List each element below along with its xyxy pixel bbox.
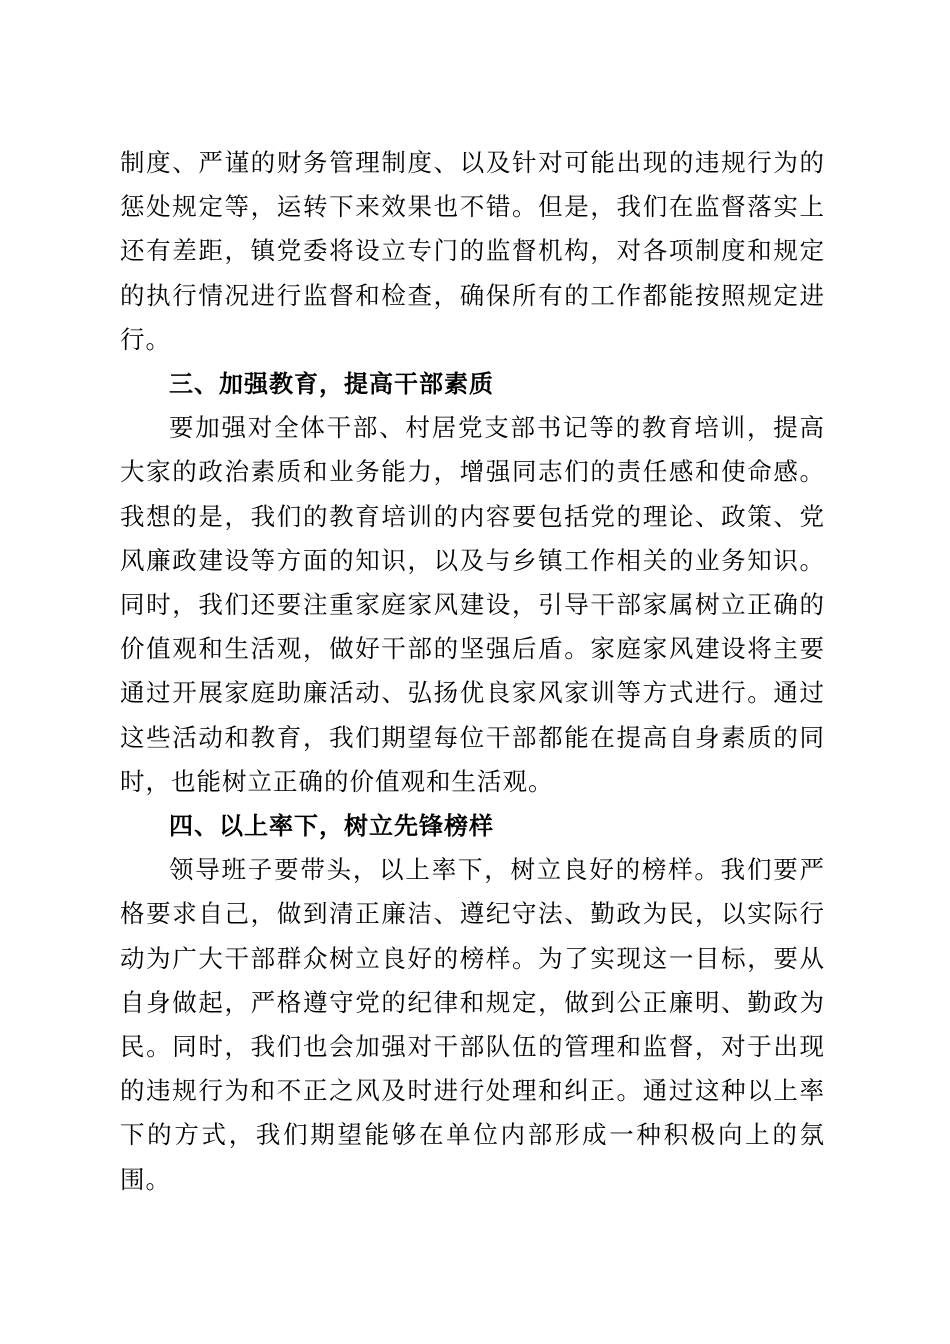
section-heading-four: 四、以上率下，树立先锋榜样 bbox=[169, 812, 494, 841]
paragraph-leadership-example: 领导班子要带头，以上率下，树立良好的榜样。我们要严格要求自己，做到清正廉洁、遵纪守法、勤政为民，以实际行动为广大干部群众树立良好的榜样。为了实现这一目标，要从自身做起，严格遵守党的纪律和规定，做到公正廉明、勤政为民。同时，我们也会加强对干部队伍的管理和监督，对于出现的违规行为和不正之风及时进行处理和纠正。通过这种以上率下的方式，我们期望能够在单位内部形成一种积极向上的氛围。 bbox=[120, 855, 825, 1194]
paragraph-supervision-continued: 制度、严谨的财务管理制度、以及针对可能出现的违规行为的惩处规定等，运转下来效果也不错。但是，我们在监督落实上还有差距，镇党委将设立专门的监督机构，对各项制度和规定的执行情况进行监督和检查，确保所有的工作都能按照规定进行。 bbox=[120, 148, 825, 354]
paragraph-education: 要加强对全体干部、村居党支部书记等的教育培训，提高大家的政治素质和业务能力，增强同志们的责任感和使命感。我想的是，我们的教育培训的内容要包括党的理论、政策、党风廉政建设等方面的知识，以及与乡镇工作相关的业务知识。同时，我们还要注重家庭家风建设，引导干部家属树立正确的价值观和生活观，做好干部的坚强后盾。家庭家风建设将主要通过开展家庭助廉活动、弘扬优良家风家训等方式进行。通过这些活动和教育，我们期望每位干部都能在提高自身素质的同时，也能树立正确的价值观和生活观。 bbox=[120, 413, 825, 796]
document-page bbox=[120, 141, 825, 1202]
section-heading-three: 三、加强教育，提高干部素质 bbox=[169, 370, 494, 399]
